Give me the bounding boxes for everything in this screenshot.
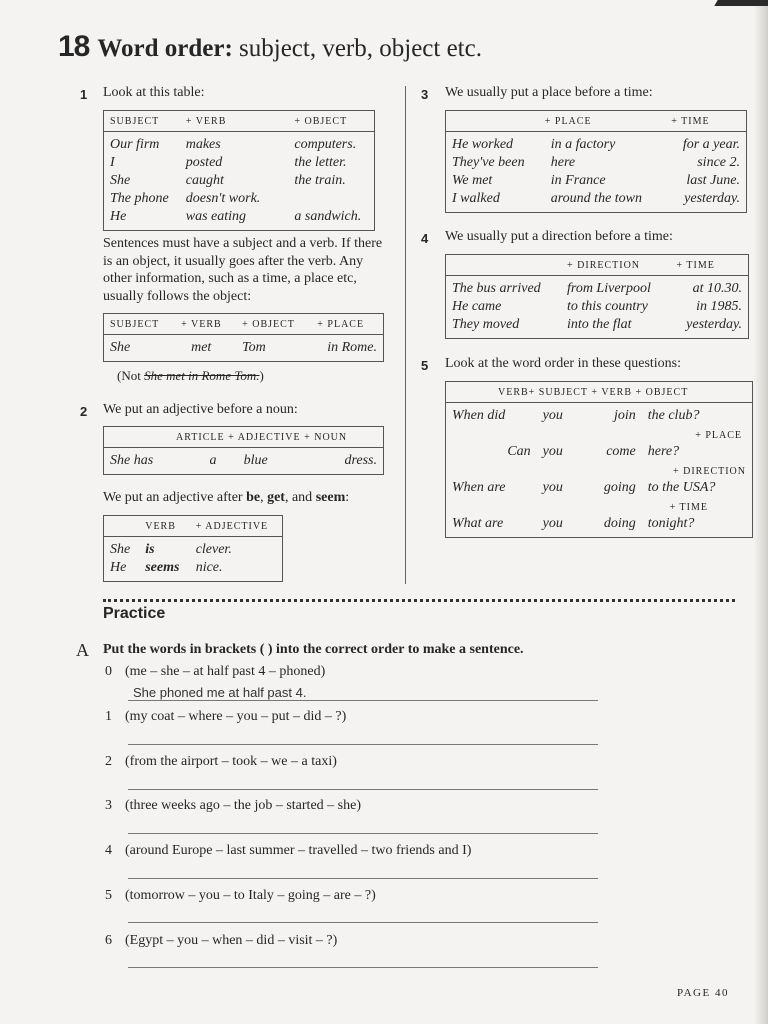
table-row: She met Tom in Rome.: [110, 339, 377, 355]
answer-line[interactable]: [128, 700, 598, 701]
table-row: She is clever.: [110, 542, 232, 557]
table-row: When are you going to the USA?: [452, 480, 716, 495]
section-4-number: 4: [421, 231, 429, 246]
exercise-item: 3 (three weeks ago – the job – started – she): [105, 798, 361, 813]
exercise-item: 2 (from the airport – took – we – a taxi): [105, 754, 337, 769]
answer-line[interactable]: [128, 789, 598, 790]
table-header: + DIRECTION: [561, 255, 670, 276]
section-1-number: 1: [80, 87, 88, 102]
table-row: The phone doesn't work.: [110, 191, 261, 206]
section-4-intro: We usually put a direction before a time:: [445, 229, 673, 244]
table-place-time: [445, 110, 747, 213]
exercise-item: 1 (my coat – where – you – put – did – ?): [105, 709, 347, 724]
table-row: They've been here since 2.: [452, 155, 740, 170]
table-row: The bus arrived from Liverpool at 10.30.: [452, 281, 742, 296]
exercise-item: 0 (me – she – at half past 4 – phoned): [105, 664, 326, 679]
table-row: She caught the train.: [110, 173, 346, 188]
exercise-letter: A: [76, 640, 89, 660]
table-header: SUBJECT: [104, 314, 176, 335]
table-row: We met in France last June.: [452, 173, 740, 188]
table-header: VERB+ SUBJECT + VERB + OBJECT: [446, 382, 753, 403]
table-row-label: + DIRECTION: [672, 466, 746, 477]
table-header: + OBJECT: [272, 111, 374, 132]
table-with-place: [103, 313, 384, 362]
exercise-item: 4 (around Europe – last summer – travelled – two friends and I): [105, 843, 472, 858]
table-header: + ADJECTIVE: [190, 516, 283, 537]
table-row: Our firm makes computers.: [110, 137, 357, 152]
table-subject-verb-object: [103, 110, 375, 231]
table-row: What are you doing tonight?: [452, 516, 695, 531]
table-question-order: [445, 381, 753, 538]
table-row: Can you come here?: [507, 444, 680, 459]
table-header: + VERB: [175, 314, 236, 335]
section-1-explanation: Sentences must have a subject and a verb. If there is an object, it usually goes after the verb. Any other information, such as a time, a place etc, usually follows the object:: [103, 236, 383, 304]
page-number: PAGE 40: [677, 987, 729, 999]
table-row: He came to this country in 1985.: [452, 299, 742, 314]
section-1-intro: Look at this table:: [103, 85, 205, 100]
table-row-label: + PLACE: [695, 430, 742, 441]
table-header: + PLACE: [545, 111, 665, 132]
section-3-number: 3: [421, 87, 429, 102]
table-header: + OBJECT: [236, 314, 311, 335]
section-2-intro: We put an adjective before a noun:: [103, 402, 298, 417]
table-header: + PLACE: [311, 314, 383, 335]
table-row: He worked in a factory for a year.: [452, 137, 740, 152]
unit-title: Word order: subject, verb, object etc.: [97, 35, 482, 62]
table-row-label: + TIME: [669, 502, 708, 513]
table-header: VERB: [139, 516, 189, 537]
table-row: I posted the letter.: [110, 155, 347, 170]
table-row: When did you join the club?: [452, 408, 700, 423]
table-header: SUBJECT: [104, 111, 180, 132]
practice-heading: Practice: [103, 605, 166, 622]
column-divider: [405, 86, 406, 584]
table-row: He seems nice.: [110, 560, 223, 575]
table-row: I walked around the town yesterday.: [452, 191, 740, 206]
unit-number: 18: [58, 30, 90, 63]
exercise-instruction: Put the words in brackets ( ) into the correct order to make a sentence.: [103, 642, 524, 657]
table-adjective-noun: [103, 426, 384, 475]
table-row: He was eating a sandwich.: [110, 209, 362, 224]
wrong-example-note: (Not She met in Rome Tom.): [117, 368, 264, 383]
table-row: She has a blue dress.: [110, 453, 377, 468]
answer-line[interactable]: [128, 967, 598, 968]
page-edge-shadow: [754, 0, 768, 1024]
section-3-intro: We usually put a place before a time:: [445, 85, 653, 100]
table-header: + VERB: [180, 111, 273, 132]
section-5-number: 5: [421, 358, 429, 373]
answer-line[interactable]: [128, 744, 598, 745]
table-row: They moved into the flat yesterday.: [452, 317, 742, 332]
table-header: ARTICLE + ADJECTIVE + NOUN: [104, 427, 384, 448]
section-2-explanation: We put an adjective after be, get, and seem:: [103, 490, 350, 505]
example-answer: She phoned me at half past 4.: [133, 685, 307, 700]
exercise-item: 6 (Egypt – you – when – did – visit – ?): [105, 933, 338, 948]
section-divider: [103, 599, 735, 602]
exercise-item: 5 (tomorrow – you – to Italy – going – are – ?): [105, 888, 376, 903]
answer-line[interactable]: [128, 833, 598, 834]
table-direction-time: [445, 254, 749, 339]
table-header: + TIME: [670, 255, 748, 276]
table-verb-adjective: [103, 515, 283, 582]
section-2-number: 2: [80, 404, 88, 419]
table-header: + TIME: [665, 111, 746, 132]
answer-line[interactable]: [128, 922, 598, 923]
section-5-intro: Look at the word order in these questions:: [445, 356, 682, 371]
page-corner-mark: [714, 0, 768, 6]
answer-line[interactable]: [128, 878, 598, 879]
unit-heading: [58, 30, 482, 64]
